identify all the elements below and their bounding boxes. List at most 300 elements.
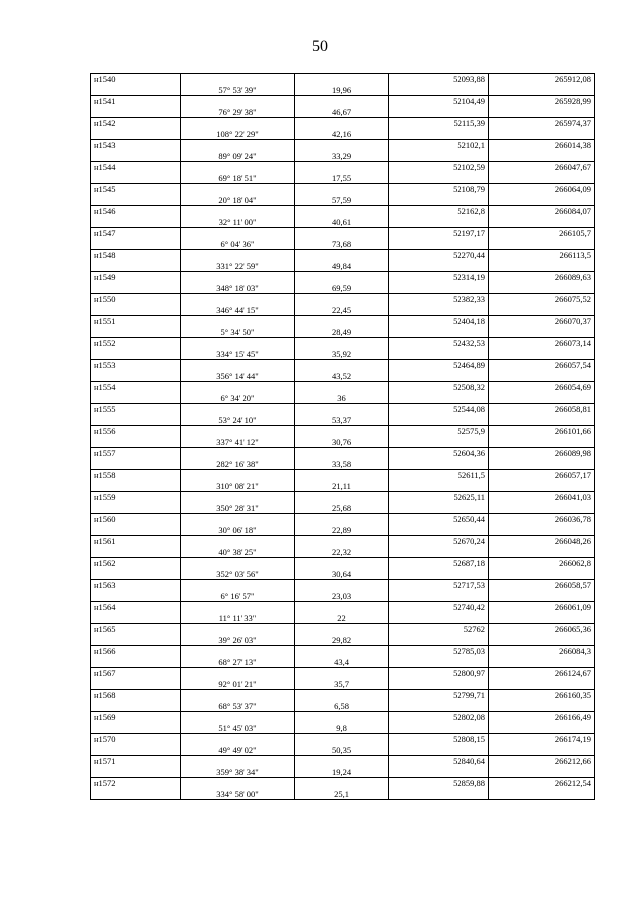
empty-cell: [295, 162, 389, 173]
coordinates-table-container: [90, 73, 594, 845]
point-name: н1540: [91, 74, 181, 85]
direction-angle: 359° 38' 34": [181, 767, 295, 778]
direction-angle: 346° 44' 15": [181, 305, 295, 316]
empty-cell: [389, 657, 489, 668]
empty-cell: [91, 173, 181, 184]
empty-cell: [295, 712, 389, 723]
table-row: [91, 360, 595, 371]
empty-cell: [91, 305, 181, 316]
empty-cell: [389, 481, 489, 492]
coordinate-y: 266166,49: [489, 712, 595, 723]
empty-cell: [389, 85, 489, 96]
table-row: [91, 294, 595, 305]
segment-length: 23,03: [295, 591, 389, 602]
coordinate-y: 266057,54: [489, 360, 595, 371]
segment-length: 73,68: [295, 239, 389, 250]
table-row: [91, 525, 595, 536]
empty-cell: [181, 96, 295, 107]
empty-cell: [389, 305, 489, 316]
empty-cell: [295, 492, 389, 503]
segment-length: 22: [295, 613, 389, 624]
point-name: н1545: [91, 184, 181, 195]
table-row: [91, 85, 595, 96]
table-row: [91, 217, 595, 228]
coordinate-x: 52197,17: [389, 228, 489, 239]
table-row: [91, 635, 595, 646]
coordinate-x: 52162,8: [389, 206, 489, 217]
coordinate-x: 52785,03: [389, 646, 489, 657]
empty-cell: [295, 756, 389, 767]
segment-length: 69,59: [295, 283, 389, 294]
coordinate-x: 52611,5: [389, 470, 489, 481]
coordinate-x: 52382,33: [389, 294, 489, 305]
empty-cell: [295, 448, 389, 459]
empty-cell: [295, 514, 389, 525]
empty-cell: [489, 393, 595, 404]
direction-angle: 30° 06' 18": [181, 525, 295, 536]
direction-angle: 331° 22' 59": [181, 261, 295, 272]
coordinate-y: 265928,99: [489, 96, 595, 107]
empty-cell: [181, 514, 295, 525]
empty-cell: [295, 536, 389, 547]
empty-cell: [389, 173, 489, 184]
direction-angle: 76° 29' 38": [181, 107, 295, 118]
table-row: [91, 591, 595, 602]
direction-angle: 334° 58' 00": [181, 789, 295, 800]
direction-angle: 6° 04' 36": [181, 239, 295, 250]
direction-angle: 89° 09' 24": [181, 151, 295, 162]
empty-cell: [181, 492, 295, 503]
empty-cell: [489, 459, 595, 470]
coordinate-y: 266113,5: [489, 250, 595, 261]
table-row: [91, 261, 595, 272]
empty-cell: [489, 657, 595, 668]
empty-cell: [181, 184, 295, 195]
point-name: н1568: [91, 690, 181, 701]
segment-length: 30,64: [295, 569, 389, 580]
empty-cell: [295, 316, 389, 327]
empty-cell: [389, 679, 489, 690]
empty-cell: [489, 547, 595, 558]
empty-cell: [295, 690, 389, 701]
coordinate-y: 266014,38: [489, 140, 595, 151]
empty-cell: [181, 448, 295, 459]
point-name: н1556: [91, 426, 181, 437]
segment-length: 42,16: [295, 129, 389, 140]
empty-cell: [181, 162, 295, 173]
segment-length: 22,89: [295, 525, 389, 536]
empty-cell: [295, 184, 389, 195]
table-row: [91, 305, 595, 316]
coordinate-x: 52270,44: [389, 250, 489, 261]
point-name: н1566: [91, 646, 181, 657]
table-row: [91, 129, 595, 140]
empty-cell: [389, 591, 489, 602]
coordinate-y: 266054,69: [489, 382, 595, 393]
coordinate-y: 266062,8: [489, 558, 595, 569]
direction-angle: 282° 16' 38": [181, 459, 295, 470]
empty-cell: [389, 151, 489, 162]
point-name: н1567: [91, 668, 181, 679]
empty-cell: [181, 250, 295, 261]
page-number: 50: [312, 38, 328, 55]
empty-cell: [489, 261, 595, 272]
coordinate-x: 52687,18: [389, 558, 489, 569]
empty-cell: [295, 558, 389, 569]
empty-cell: [181, 536, 295, 547]
empty-cell: [91, 789, 181, 800]
direction-angle: 51° 45' 03": [181, 723, 295, 734]
coordinate-x: 52799,71: [389, 690, 489, 701]
empty-cell: [489, 437, 595, 448]
empty-cell: [91, 569, 181, 580]
empty-cell: [389, 107, 489, 118]
table-row: [91, 327, 595, 338]
empty-cell: [389, 239, 489, 250]
table-row: [91, 184, 595, 195]
empty-cell: [181, 272, 295, 283]
table-row: [91, 492, 595, 503]
segment-length: 36: [295, 393, 389, 404]
point-name: н1572: [91, 778, 181, 789]
coordinate-y: 266089,98: [489, 448, 595, 459]
table-row: [91, 173, 595, 184]
table-row: [91, 250, 595, 261]
coordinate-x: 52464,89: [389, 360, 489, 371]
empty-cell: [181, 74, 295, 85]
empty-cell: [295, 470, 389, 481]
direction-angle: 350° 28' 31": [181, 503, 295, 514]
point-name: н1565: [91, 624, 181, 635]
empty-cell: [389, 459, 489, 470]
empty-cell: [91, 547, 181, 558]
empty-cell: [181, 624, 295, 635]
empty-cell: [91, 525, 181, 536]
table-row: [91, 382, 595, 393]
empty-cell: [389, 569, 489, 580]
empty-cell: [295, 602, 389, 613]
coordinate-x: 52670,24: [389, 536, 489, 547]
segment-length: 49,84: [295, 261, 389, 272]
point-name: н1544: [91, 162, 181, 173]
direction-angle: 6° 34' 20": [181, 393, 295, 404]
direction-angle: 40° 38' 25": [181, 547, 295, 558]
segment-length: 43,4: [295, 657, 389, 668]
coordinate-x: 52102,59: [389, 162, 489, 173]
table-row: [91, 613, 595, 624]
coordinate-y: 266101,66: [489, 426, 595, 437]
table-row: [91, 789, 595, 800]
point-name: н1561: [91, 536, 181, 547]
coordinate-y: 266160,35: [489, 690, 595, 701]
table-row: [91, 778, 595, 789]
point-name: н1560: [91, 514, 181, 525]
table-row: [91, 679, 595, 690]
empty-cell: [295, 118, 389, 129]
table-row: [91, 162, 595, 173]
coordinate-y: 266212,54: [489, 778, 595, 789]
coordinate-x: 52314,19: [389, 272, 489, 283]
empty-cell: [295, 338, 389, 349]
table-row: [91, 547, 595, 558]
empty-cell: [389, 371, 489, 382]
coordinates-table: [90, 73, 595, 800]
segment-length: 33,58: [295, 459, 389, 470]
table-row: [91, 734, 595, 745]
empty-cell: [389, 327, 489, 338]
empty-cell: [295, 228, 389, 239]
point-name: н1555: [91, 404, 181, 415]
empty-cell: [91, 371, 181, 382]
direction-angle: 5° 34' 50": [181, 327, 295, 338]
empty-cell: [389, 613, 489, 624]
direction-angle: 337° 41' 12": [181, 437, 295, 448]
direction-angle: 68° 53' 37": [181, 701, 295, 712]
empty-cell: [389, 437, 489, 448]
coordinate-x: 52740,42: [389, 602, 489, 613]
empty-cell: [489, 415, 595, 426]
empty-cell: [295, 646, 389, 657]
coordinate-y: 266089,63: [489, 272, 595, 283]
table-row: [91, 272, 595, 283]
point-name: н1571: [91, 756, 181, 767]
segment-length: 50,35: [295, 745, 389, 756]
table-row: [91, 96, 595, 107]
table-row: [91, 371, 595, 382]
empty-cell: [181, 206, 295, 217]
point-name: н1569: [91, 712, 181, 723]
coordinate-x: 52604,36: [389, 448, 489, 459]
table-row: [91, 283, 595, 294]
table-row: [91, 767, 595, 778]
empty-cell: [389, 789, 489, 800]
segment-length: 9,8: [295, 723, 389, 734]
empty-cell: [91, 701, 181, 712]
table-row: [91, 624, 595, 635]
table-row: [91, 756, 595, 767]
empty-cell: [181, 294, 295, 305]
empty-cell: [389, 415, 489, 426]
coordinate-x: 52808,15: [389, 734, 489, 745]
point-name: н1550: [91, 294, 181, 305]
table-row: [91, 393, 595, 404]
table-row: [91, 206, 595, 217]
segment-length: 30,76: [295, 437, 389, 448]
table-row: [91, 415, 595, 426]
empty-cell: [181, 382, 295, 393]
coordinate-x: 52840,64: [389, 756, 489, 767]
empty-cell: [489, 371, 595, 382]
segment-length: 53,37: [295, 415, 389, 426]
table-row: [91, 646, 595, 657]
point-name: н1549: [91, 272, 181, 283]
point-name: н1559: [91, 492, 181, 503]
empty-cell: [489, 591, 595, 602]
empty-cell: [91, 635, 181, 646]
table-row: [91, 349, 595, 360]
empty-cell: [295, 580, 389, 591]
empty-cell: [91, 591, 181, 602]
empty-cell: [91, 745, 181, 756]
table-row: [91, 701, 595, 712]
empty-cell: [91, 723, 181, 734]
empty-cell: [181, 668, 295, 679]
empty-cell: [181, 228, 295, 239]
empty-cell: [389, 261, 489, 272]
table-row: [91, 316, 595, 327]
point-name: н1557: [91, 448, 181, 459]
table-row: [91, 228, 595, 239]
empty-cell: [181, 646, 295, 657]
coordinate-y: 266058,81: [489, 404, 595, 415]
point-name: н1551: [91, 316, 181, 327]
coordinate-y: 266075,52: [489, 294, 595, 305]
empty-cell: [91, 129, 181, 140]
empty-cell: [91, 481, 181, 492]
direction-angle: 108° 22' 29": [181, 129, 295, 140]
empty-cell: [489, 217, 595, 228]
empty-cell: [489, 569, 595, 580]
empty-cell: [489, 349, 595, 360]
segment-length: 25,68: [295, 503, 389, 514]
empty-cell: [295, 778, 389, 789]
segment-length: 21,11: [295, 481, 389, 492]
empty-cell: [295, 426, 389, 437]
coordinate-x: 52115,39: [389, 118, 489, 129]
empty-cell: [181, 712, 295, 723]
empty-cell: [489, 613, 595, 624]
empty-cell: [181, 316, 295, 327]
empty-cell: [91, 613, 181, 624]
empty-cell: [389, 723, 489, 734]
empty-cell: [91, 459, 181, 470]
empty-cell: [91, 261, 181, 272]
point-name: н1552: [91, 338, 181, 349]
table-row: [91, 448, 595, 459]
coordinate-x: 52093,88: [389, 74, 489, 85]
empty-cell: [91, 349, 181, 360]
empty-cell: [181, 558, 295, 569]
empty-cell: [91, 107, 181, 118]
direction-angle: 39° 26' 03": [181, 635, 295, 646]
point-name: н1553: [91, 360, 181, 371]
empty-cell: [91, 85, 181, 96]
direction-angle: 11° 11' 33": [181, 613, 295, 624]
empty-cell: [389, 525, 489, 536]
segment-length: 33,29: [295, 151, 389, 162]
point-name: н1558: [91, 470, 181, 481]
coordinate-x: 52762: [389, 624, 489, 635]
empty-cell: [181, 580, 295, 591]
empty-cell: [489, 503, 595, 514]
empty-cell: [489, 151, 595, 162]
empty-cell: [489, 745, 595, 756]
table-row: [91, 745, 595, 756]
empty-cell: [489, 173, 595, 184]
empty-cell: [91, 151, 181, 162]
empty-cell: [91, 393, 181, 404]
segment-length: 35,92: [295, 349, 389, 360]
coordinate-y: 266064,09: [489, 184, 595, 195]
empty-cell: [295, 668, 389, 679]
table-row: [91, 195, 595, 206]
empty-cell: [489, 85, 595, 96]
segment-length: 22,32: [295, 547, 389, 558]
table-row: [91, 602, 595, 613]
coordinate-y: 266047,67: [489, 162, 595, 173]
coordinate-x: 52108,79: [389, 184, 489, 195]
coordinate-y: 266084,3: [489, 646, 595, 657]
empty-cell: [489, 767, 595, 778]
table-row: [91, 338, 595, 349]
table-row: [91, 151, 595, 162]
point-name: н1546: [91, 206, 181, 217]
empty-cell: [181, 734, 295, 745]
empty-cell: [489, 239, 595, 250]
coordinate-x: 52650,44: [389, 514, 489, 525]
empty-cell: [181, 690, 295, 701]
table-row: [91, 536, 595, 547]
empty-cell: [91, 327, 181, 338]
coordinate-y: 266036,78: [489, 514, 595, 525]
table-row: [91, 437, 595, 448]
segment-length: 29,82: [295, 635, 389, 646]
coordinate-y: 266073,14: [489, 338, 595, 349]
coordinate-y: 266124,67: [489, 668, 595, 679]
coordinate-x: 52717,53: [389, 580, 489, 591]
empty-cell: [295, 74, 389, 85]
coordinate-x: 52802,08: [389, 712, 489, 723]
point-name: н1548: [91, 250, 181, 261]
empty-cell: [389, 129, 489, 140]
coordinate-x: 52508,32: [389, 382, 489, 393]
direction-angle: 32° 11' 00": [181, 217, 295, 228]
table-row: [91, 723, 595, 734]
coordinate-y: 266041,03: [489, 492, 595, 503]
point-name: н1547: [91, 228, 181, 239]
coordinates-table-body: [91, 74, 595, 800]
segment-length: 40,61: [295, 217, 389, 228]
coordinate-x: 52404,18: [389, 316, 489, 327]
empty-cell: [489, 789, 595, 800]
segment-length: 6,58: [295, 701, 389, 712]
empty-cell: [389, 217, 489, 228]
table-row: [91, 712, 595, 723]
empty-cell: [389, 701, 489, 712]
empty-cell: [181, 470, 295, 481]
empty-cell: [91, 415, 181, 426]
empty-cell: [489, 701, 595, 712]
coordinate-x: 52625,11: [389, 492, 489, 503]
empty-cell: [91, 239, 181, 250]
empty-cell: [389, 283, 489, 294]
empty-cell: [91, 679, 181, 690]
table-row: [91, 404, 595, 415]
direction-angle: 6° 16' 57": [181, 591, 295, 602]
direction-angle: 310° 08' 21": [181, 481, 295, 492]
table-row: [91, 239, 595, 250]
coordinate-y: 266174,19: [489, 734, 595, 745]
direction-angle: 352° 03' 56": [181, 569, 295, 580]
direction-angle: 356° 14' 44": [181, 371, 295, 382]
empty-cell: [489, 525, 595, 536]
segment-length: 19,96: [295, 85, 389, 96]
table-row: [91, 74, 595, 85]
direction-angle: 49° 49' 02": [181, 745, 295, 756]
empty-cell: [181, 360, 295, 371]
coordinate-y: 266058,57: [489, 580, 595, 591]
empty-cell: [295, 360, 389, 371]
